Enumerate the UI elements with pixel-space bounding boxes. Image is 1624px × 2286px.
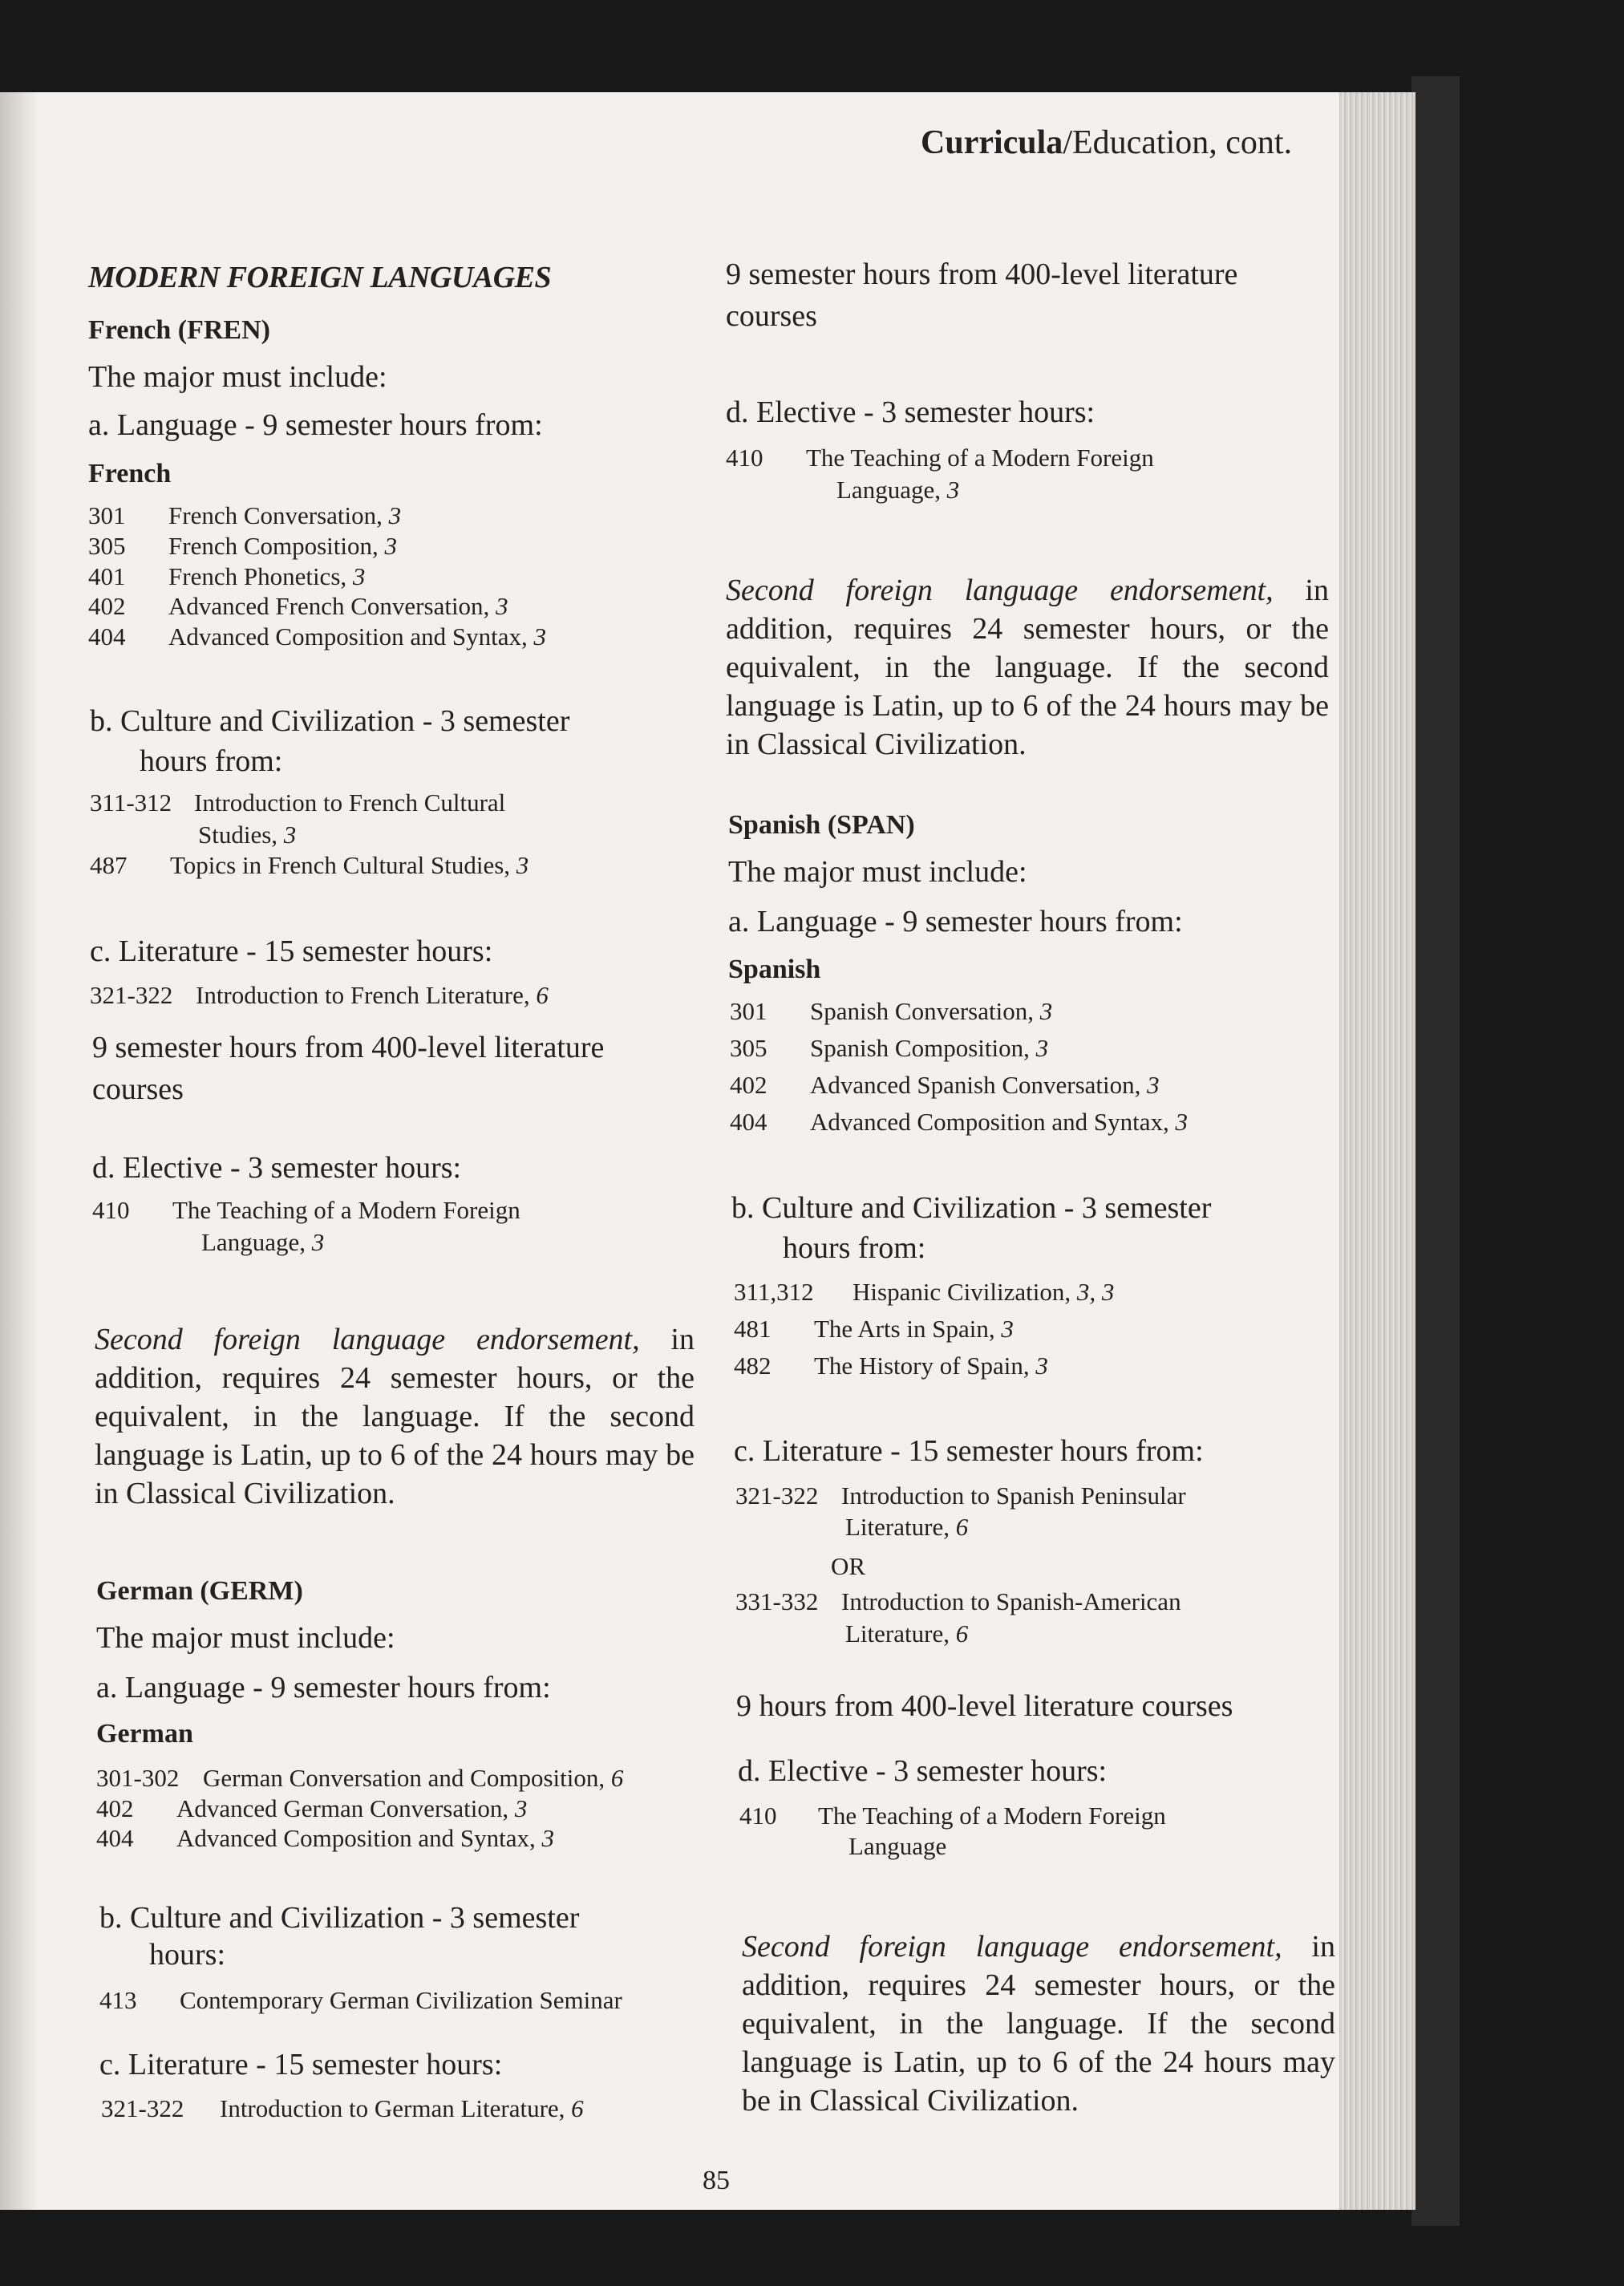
course-item: 301 Spanish Conversation, 3 [730, 997, 1053, 1025]
course-item: 402 Advanced Spanish Conversation, 3 [730, 1071, 1160, 1099]
spanish-c-note: 9 hours from 400-level literature courses [736, 1689, 1233, 1723]
french-c-note-cont: courses [92, 1072, 184, 1106]
course-item: 301 French Conversation, 3 [88, 501, 402, 529]
german-heading: German (GERM) [96, 1576, 303, 1606]
spanish-language-label: Spanish [728, 955, 821, 984]
course-item: 321-322 Introduction to Spanish Peninsular [735, 1481, 1186, 1510]
french-b-heading-cont: hours from: [140, 744, 283, 778]
spanish-intro: The major must include: [728, 855, 1027, 889]
course-item: 482 The History of Spain, 3 [734, 1352, 1048, 1380]
course-item: 402 Advanced French Conversation, 3 [88, 592, 508, 620]
german-b-heading: b. Culture and Civilization - 3 semester [99, 1901, 580, 1935]
german-intro: The major must include: [96, 1621, 395, 1655]
page-number: 85 [703, 2166, 730, 2195]
french-language-label: French [88, 459, 172, 488]
course-item: 321-322 Introduction to French Literature, 6 [90, 981, 549, 1009]
course-item: 305 Spanish Composition, 3 [730, 1034, 1049, 1062]
french-a-heading: a. Language - 9 semester hours from: [88, 408, 543, 442]
spanish-c-heading: c. Literature - 15 semester hours from: [734, 1434, 1204, 1468]
french-d-heading: d. Elective - 3 semester hours: [92, 1151, 462, 1185]
course-item-cont: Language, 3 [836, 476, 960, 504]
spanish-b-heading-cont: hours from: [783, 1231, 926, 1265]
course-item: 413 Contemporary German Civilization Seminar [99, 1986, 622, 2014]
course-item: 331-332 Introduction to Spanish-American [735, 1587, 1181, 1615]
german-second-language-note: Second foreign language endorsement, in addition, requires 24 semester hours, or the equivalent, in the language. If the second language is Latin, up to 6 of the 24 hours may be in Classical Civilization. [726, 574, 1329, 761]
spanish-b-heading: b. Culture and Civilization - 3 semester [731, 1191, 1212, 1225]
french-intro: The major must include: [88, 360, 387, 394]
course-item: 321-322 Introduction to German Literature, 6 [101, 2094, 584, 2122]
french-c-heading: c. Literature - 15 semester hours: [90, 934, 493, 968]
course-item: 404 Advanced Composition and Syntax, 3 [88, 622, 546, 651]
course-item: 410 The Teaching of a Modern Foreign [92, 1196, 520, 1224]
course-item-cont: Literature, 6 [845, 1619, 969, 1648]
german-d-heading: d. Elective - 3 semester hours: [726, 395, 1095, 429]
course-item: 487 Topics in French Cultural Studies, 3 [90, 851, 529, 879]
header-bold: Curricula [921, 124, 1063, 161]
spanish-a-heading: a. Language - 9 semester hours from: [728, 905, 1183, 938]
german-c-note: 9 semester hours from 400-level literature [726, 257, 1238, 291]
course-item-cont: Literature, 6 [845, 1513, 969, 1541]
header-rest: /Education, cont. [1063, 124, 1293, 161]
course-item: 311-312 Introduction to French Cultural [90, 788, 506, 817]
german-c-note-cont: courses [726, 299, 817, 333]
course-item: 410 The Teaching of a Modern Foreign [726, 444, 1154, 472]
section-title: MODERN FOREIGN LANGUAGES [88, 261, 552, 294]
course-item: 401 French Phonetics, 3 [88, 562, 366, 590]
spanish-heading: Spanish (SPAN) [728, 810, 915, 840]
course-item: 311,312 Hispanic Civilization, 3, 3 [734, 1278, 1115, 1306]
spanish-second-language-note: Second foreign language endorsement, in addition, requires 24 semester hours, or the equivalent, in the language. If the second language is Latin, up to 6 of the 24 hours may be in Classical Civilization. [742, 1930, 1335, 2118]
course-item: 301-302 German Conversation and Composition, 6 [96, 1764, 624, 1792]
german-a-heading: a. Language - 9 semester hours from: [96, 1671, 551, 1704]
german-b-heading-cont: hours: [149, 1938, 225, 1972]
spanish-d-heading: d. Elective - 3 semester hours: [738, 1754, 1108, 1788]
french-heading: French (FREN) [88, 315, 270, 345]
german-c-heading: c. Literature - 15 semester hours: [99, 2048, 503, 2081]
course-item: 404 Advanced Composition and Syntax, 3 [96, 1824, 554, 1852]
running-header [921, 124, 1292, 162]
course-item: 404 Advanced Composition and Syntax, 3 [730, 1108, 1188, 1136]
german-language-label: German [96, 1719, 193, 1749]
course-item: 481 The Arts in Spain, 3 [734, 1315, 1014, 1343]
course-item: 402 Advanced German Conversation, 3 [96, 1794, 528, 1822]
course-item: 305 French Composition, 3 [88, 532, 398, 560]
french-b-heading: b. Culture and Civilization - 3 semester [90, 704, 570, 738]
course-item: 410 The Teaching of a Modern Foreign [739, 1802, 1166, 1830]
or-separator: OR [831, 1552, 866, 1580]
french-c-note: 9 semester hours from 400-level literature [92, 1031, 605, 1064]
course-item-cont: Language, 3 [201, 1228, 325, 1256]
french-second-language-note: Second foreign language endorsement, in addition, requires 24 semester hours, or the equivalent, in the language. If the second language is Latin, up to 6 of the 24 hours may be in Classical Civilization. [95, 1323, 695, 1510]
course-item-cont: Studies, 3 [198, 821, 297, 849]
course-item-cont: Language [848, 1832, 947, 1860]
